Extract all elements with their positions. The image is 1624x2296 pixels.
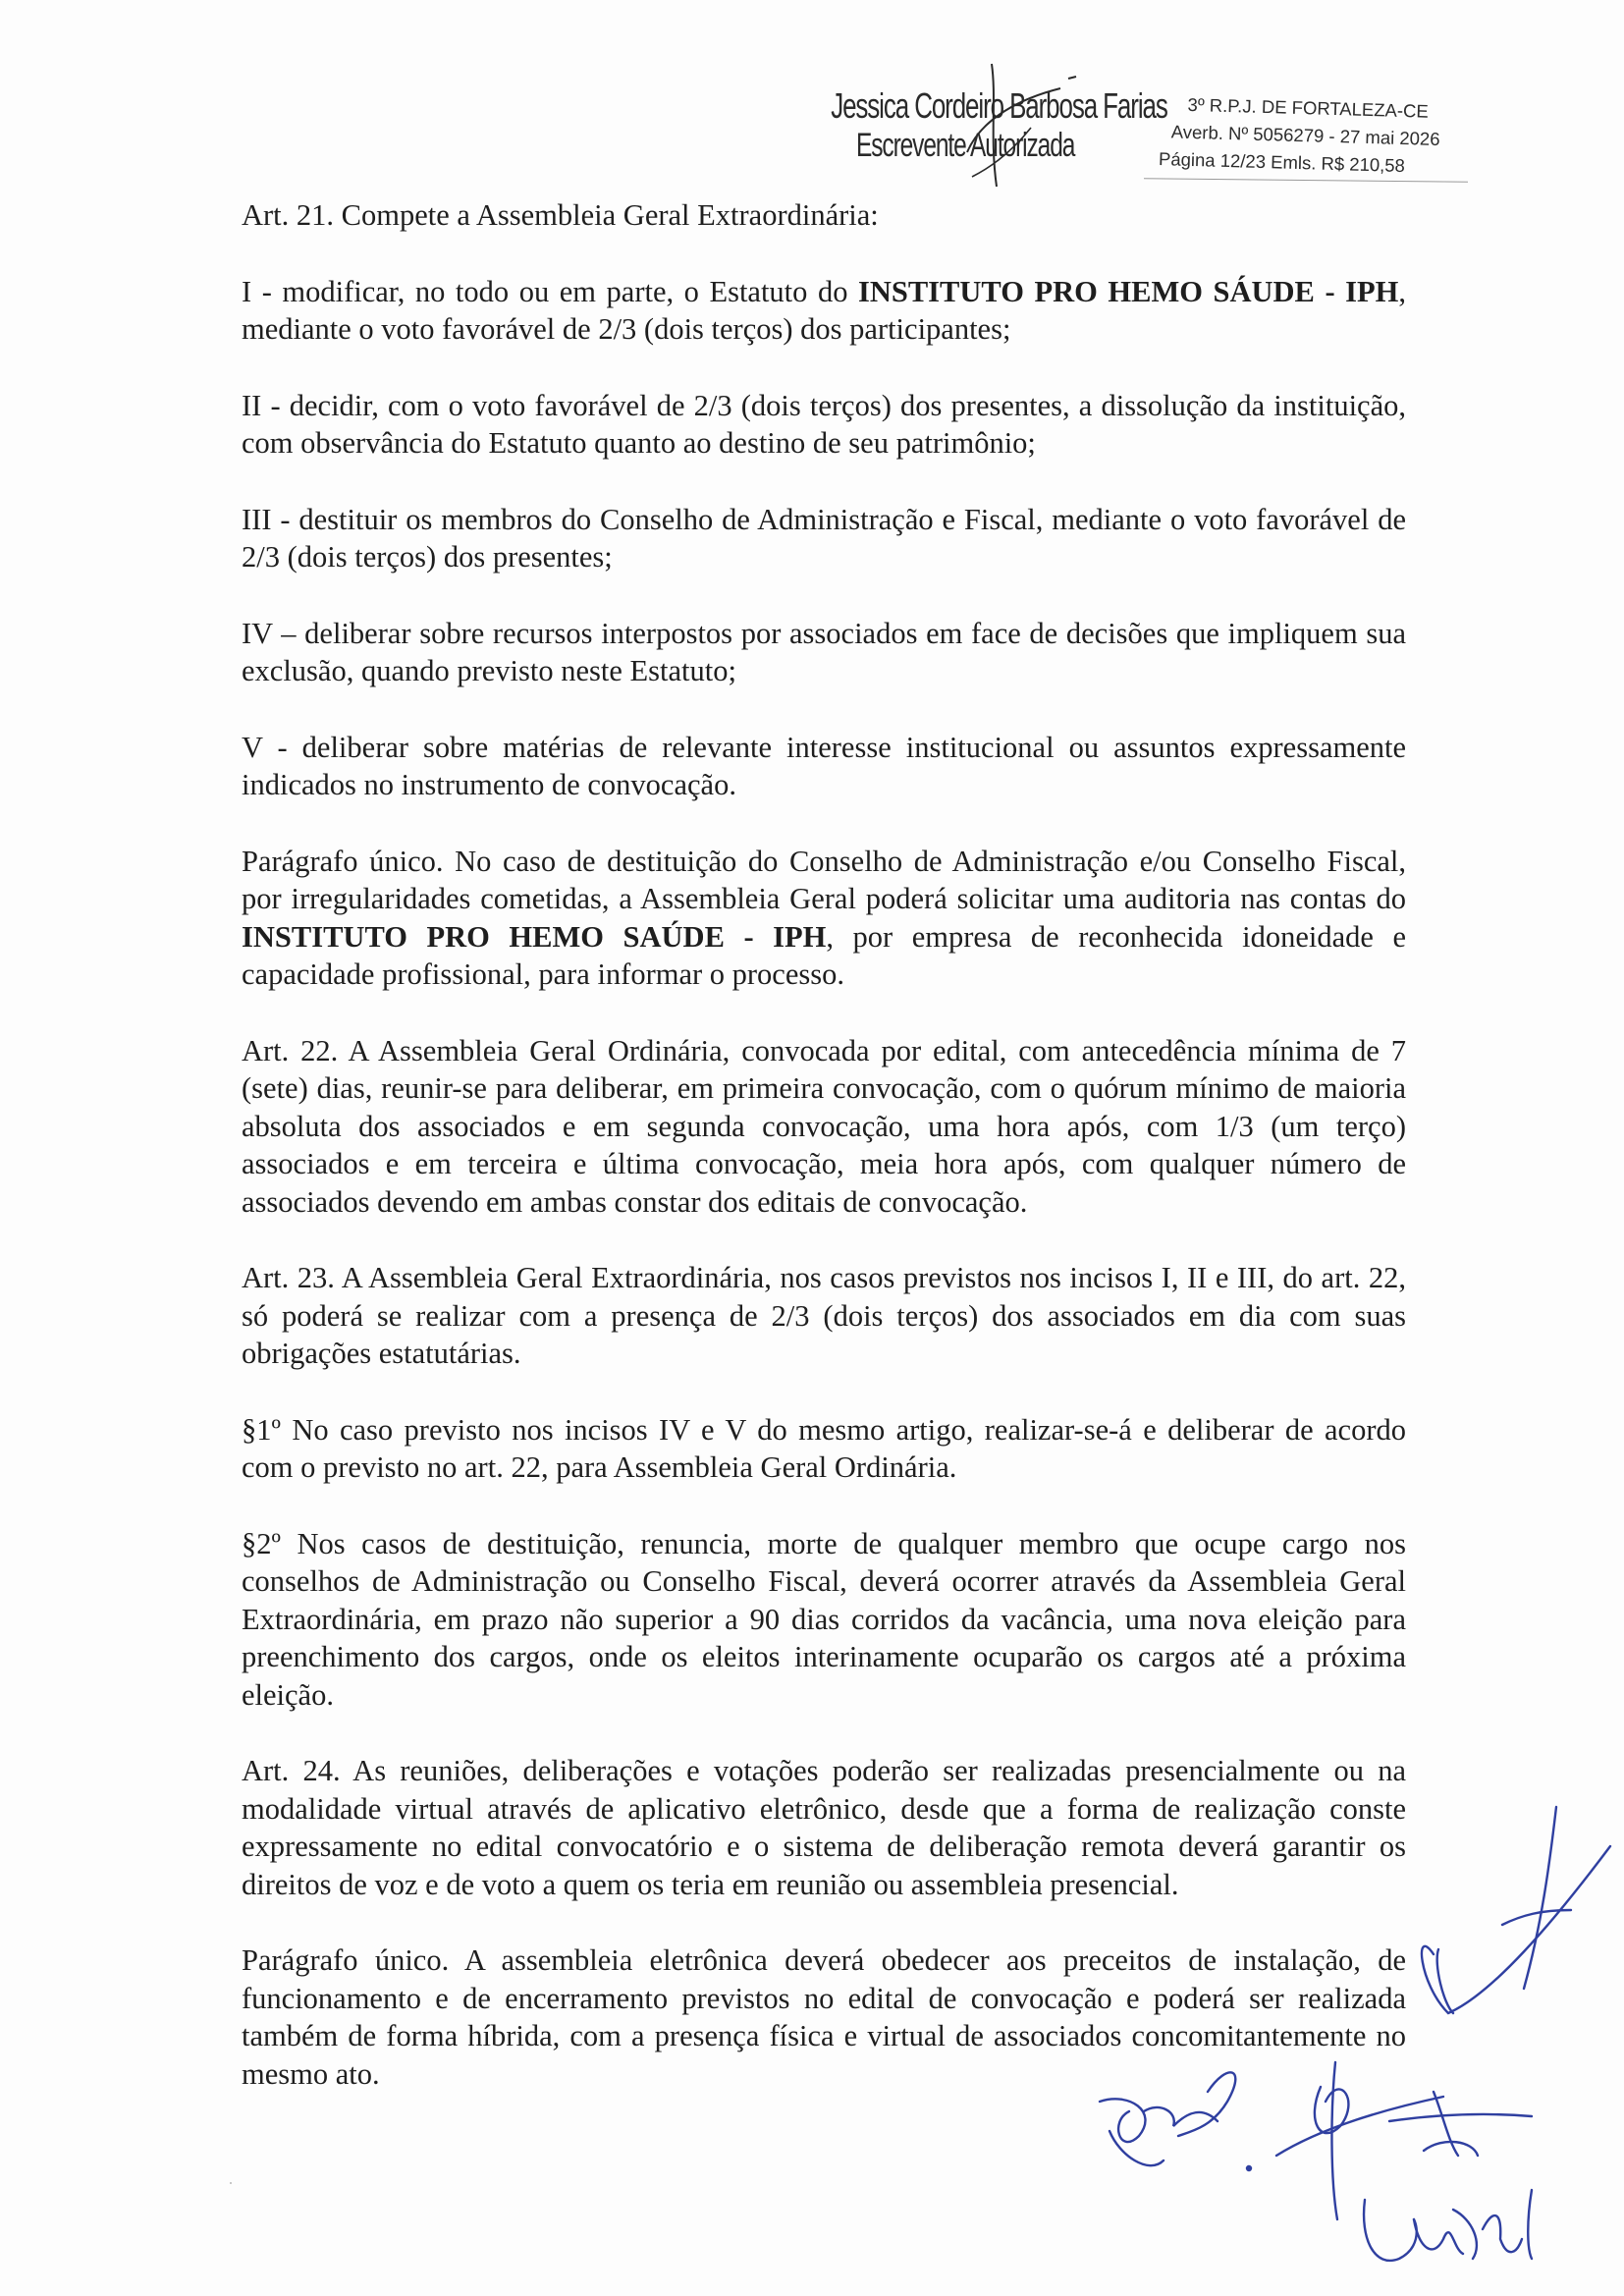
margin-initial-signature-icon bbox=[1422, 1807, 1610, 2013]
art23-paragraph-2: §2º Nos casos de destituição, renuncia, morte de qualquer membro que ocupe cargo nos conselhos de Administração ou Conselho Fiscal, deverá ocorrer através da Assembleia Geral Extraordinária, em prazo não superior a 90 dias corridos da vacância, uma nova eleição para preenchimento dos cargos, onde os eleitos interinamente ocuparão os cargos até a próxima eleição. bbox=[242, 1526, 1406, 1712]
art21-item-iii: III - destituir os membros do Conselho de Administração e Fiscal, mediante o voto favorável de 2/3 (dois terços) dos presentes; bbox=[242, 502, 1406, 574]
art21-item-i: I - modificar, no todo ou em parte, o Estatuto do INSTITUTO PRO HEMO SÁUDE - IPH, mediante o voto favorável de 2/3 (dois terços) dos participantes; bbox=[242, 274, 1406, 346]
registry-office: 3º R.P.J. DE FORTALEZA-CE bbox=[1187, 93, 1430, 122]
notary-role: Escrevente Autorizada bbox=[856, 127, 1075, 164]
art21-item-ii: II - decidir, com o voto favorável de 2/3 (dois terços) dos presentes, a dissolução da instituição, com observância do Estatuto quanto ao destino de seu patrimônio; bbox=[242, 388, 1406, 460]
art24-paragrafo-unico: Parágrafo único. A assembleia eletrônica deverá obedecer aos preceitos de instalação, de funcionamento e de encerramento previstos no edital de convocação e poderá ser realizada também de forma híbrida, com a presença física e virtual de associados concomitantemente no mesmo ato. bbox=[242, 1943, 1406, 2091]
art21-item-v: V - deliberar sobre matérias de relevante interesse institucional ou assuntos expressamente indicados no instrumento de convocação. bbox=[242, 730, 1406, 801]
art21-heading: Art. 21. Compete a Assembleia Geral Extraordinária: bbox=[242, 198, 879, 232]
art23: Art. 23. A Assembleia Geral Extraordinária, nos casos previstos nos incisos I, II e III, do art. 22, só poderá se realizar com a presença de 2/3 (dois terços) dos associados em dia com suas obrigações estatutárias. bbox=[242, 1261, 1406, 1370]
registry-page-fees: Página 12/23 Emls. R$ 210,58 bbox=[1158, 148, 1406, 177]
institute-name: INSTITUTO PRO HEMO SÁUDE - IPH bbox=[857, 274, 1399, 308]
document-body bbox=[242, 196, 1406, 2131]
registry-stamp bbox=[1157, 90, 1453, 181]
notary-signature-icon bbox=[952, 59, 1100, 196]
art23-paragraph-1: §1º No caso previsto nos incisos IV e V do mesmo artigo, realizar-se-á e deliberar de acordo com o previsto no art. 22, para Assembleia Geral Ordinária. bbox=[242, 1412, 1406, 1484]
art21-item-iv: IV – deliberar sobre recursos interpostos por associados em face de decisões que impliquem sua exclusão, quando previsto neste Estatuto; bbox=[242, 616, 1406, 687]
bottom-signature-3-icon bbox=[1389, 2092, 1532, 2156]
art22: Art. 22. A Assembleia Geral Ordinária, convocada por edital, com antecedência mínima de 7 (sete) dias, reunir-se para deliberar, em primeira convocação, com o quórum mínimo de maioria absoluta dos associados e em segunda convocação, uma hora após, com 1/3 (um terço) associados e em terceira e última convocação, meia hora após, com qualquer número de associados devendo em ambas constar dos editais de convocação. bbox=[242, 1033, 1406, 1219]
bottom-signature-4-icon bbox=[1364, 2190, 1532, 2261]
institute-name: INSTITUTO PRO HEMO SAÚDE - IPH bbox=[242, 919, 827, 954]
art21-paragrafo-unico: Parágrafo único. No caso de destituição do Conselho de Administração e/ou Conselho Fiscal, por irregularidades cometidas, a Assembleia Geral poderá solicitar uma auditoria nas contas do INSTITUTO PRO HEMO SAÚDE - IPH, por empresa de reconhecida idoneidade e capacidade profissional, para informar o processo. bbox=[242, 844, 1406, 991]
notary-name: Jessica Cordeiro Barbosa Farias bbox=[831, 85, 1167, 126]
registry-averbacao: Averb. Nº 5056279 - 27 mai 2026 bbox=[1170, 121, 1440, 150]
scan-artifact bbox=[230, 2182, 232, 2184]
art24: Art. 24. As reuniões, deliberações e votações poderão ser realizadas presencialmente ou na modalidade virtual através de aplicativo eletrônico, desde que a forma de realização conste expressamente no edital convocatório e o sistema de deliberação remota deverá garantir os direitos de voz e de voto a quem os teria em reunião ou assembleia presencial. bbox=[242, 1754, 1406, 1901]
